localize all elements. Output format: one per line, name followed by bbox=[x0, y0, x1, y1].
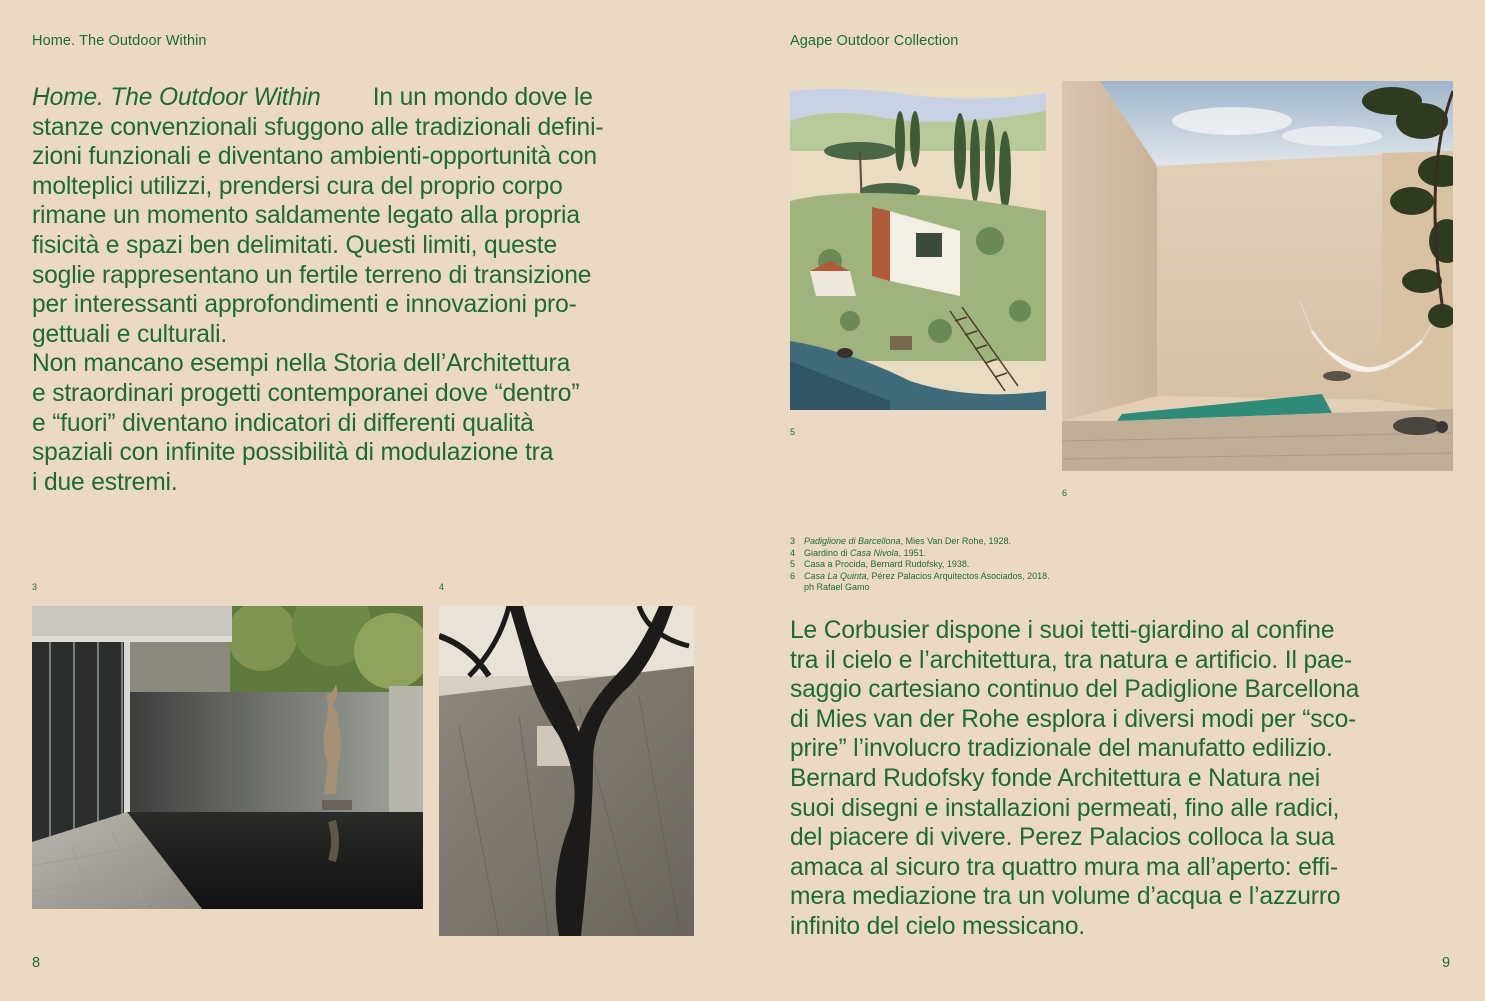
body-line: suoi disegni e installazioni permeati, fino alle radici, bbox=[790, 794, 1340, 822]
body-line: infinito del cielo messicano. bbox=[790, 912, 1086, 940]
caption-item: 4 Giardino di Casa Nivola, 1951. bbox=[790, 547, 927, 558]
body-line: mera mediazione tra un volume d’acqua e l’azzurro bbox=[790, 883, 1341, 911]
intro-line: e “fuori” diventano indicatori di differenti qualità bbox=[32, 409, 534, 437]
caption-credit: ph Rafael Gamo bbox=[804, 582, 870, 593]
body-line: Le Corbusier dispone i suoi tetti-giardino al confine bbox=[790, 617, 1335, 644]
figure-6-number: 6 bbox=[1062, 488, 1068, 498]
intro-line: i due estremi. bbox=[32, 468, 178, 496]
caption-item: 6 Casa La Quinta, Pérez Palacios Arquitectos Asociados, 2018. bbox=[790, 570, 1050, 581]
intro-line: molteplici utilizzi, prendersi cura del proprio corpo bbox=[32, 172, 563, 200]
caption-item: 5 Casa a Procida, Bernard Rudofsky, 1938. bbox=[790, 559, 970, 570]
body-line: tra il cielo e l’architettura, tra natura e artificio. Il pae- bbox=[790, 646, 1353, 674]
caption-list bbox=[790, 536, 1050, 594]
left-running-head: Home. The Outdoor Within bbox=[32, 33, 207, 49]
intro-line: gettuali e culturali. bbox=[32, 320, 228, 348]
left-page-number: 8 bbox=[32, 955, 41, 971]
body-line: del piacere di vivere. Perez Palacios colloca la sua bbox=[790, 824, 1335, 852]
body-line: Bernard Rudofsky fonde Architettura e Natura nei bbox=[790, 764, 1321, 792]
intro-line: spaziali con infinite possibilità di modulazione tra bbox=[32, 439, 554, 467]
caption-item: 3 Padiglione di Barcellona, Mies Van Der Rohe, 1928. bbox=[790, 536, 1011, 546]
intro-line: Non mancano esempi nella Storia dell’Architettura bbox=[32, 350, 571, 378]
casa-procida-illustration bbox=[790, 81, 1046, 410]
figure-3-number: 3 bbox=[32, 582, 38, 592]
body-line: amaca al sicuro tra quattro mura ma all’aperto: effi- bbox=[790, 853, 1338, 881]
figure-5-number: 5 bbox=[790, 427, 796, 437]
intro-line: fisicità e spazi ben delimitati. Questi limiti, queste bbox=[32, 231, 557, 259]
intro-line: stanze convenzionali sfuggono alle tradizionali defini- bbox=[32, 113, 604, 141]
intro-line: rimane un momento saldamente legato alla propria bbox=[32, 202, 580, 230]
barcelona-pavilion-photo bbox=[32, 606, 423, 909]
body-line: prire” l’involucro tradizionale del manufatto edilizio. bbox=[790, 735, 1333, 763]
body-line: saggio cartesiano continuo del Padiglione Barcellona bbox=[790, 676, 1360, 704]
left-intro-text bbox=[32, 83, 603, 497]
intro-line: In un mondo dove le bbox=[372, 84, 593, 111]
right-body-text bbox=[790, 616, 1359, 942]
intro-line: soglie rappresentano un fertile terreno di transizione bbox=[32, 261, 592, 289]
right-page-number: 9 bbox=[1442, 955, 1451, 971]
body-line: di Mies van der Rohe esplora i diversi modi per “sco- bbox=[790, 705, 1357, 733]
casa-la-quinta-photo bbox=[1062, 81, 1453, 471]
intro-line: e straordinari progetti contemporanei dove “dentro” bbox=[32, 379, 580, 407]
casa-nivola-garden-photo bbox=[439, 606, 694, 936]
intro-line: zioni funzionali e diventano ambienti-opportunità con bbox=[32, 143, 597, 171]
figure-4-number: 4 bbox=[439, 582, 445, 592]
intro-line: per interessanti approfondimenti e innovazioni pro- bbox=[32, 291, 577, 319]
right-running-head: Agape Outdoor Collection bbox=[790, 33, 959, 49]
intro-title: Home. The Outdoor Within bbox=[32, 84, 321, 111]
